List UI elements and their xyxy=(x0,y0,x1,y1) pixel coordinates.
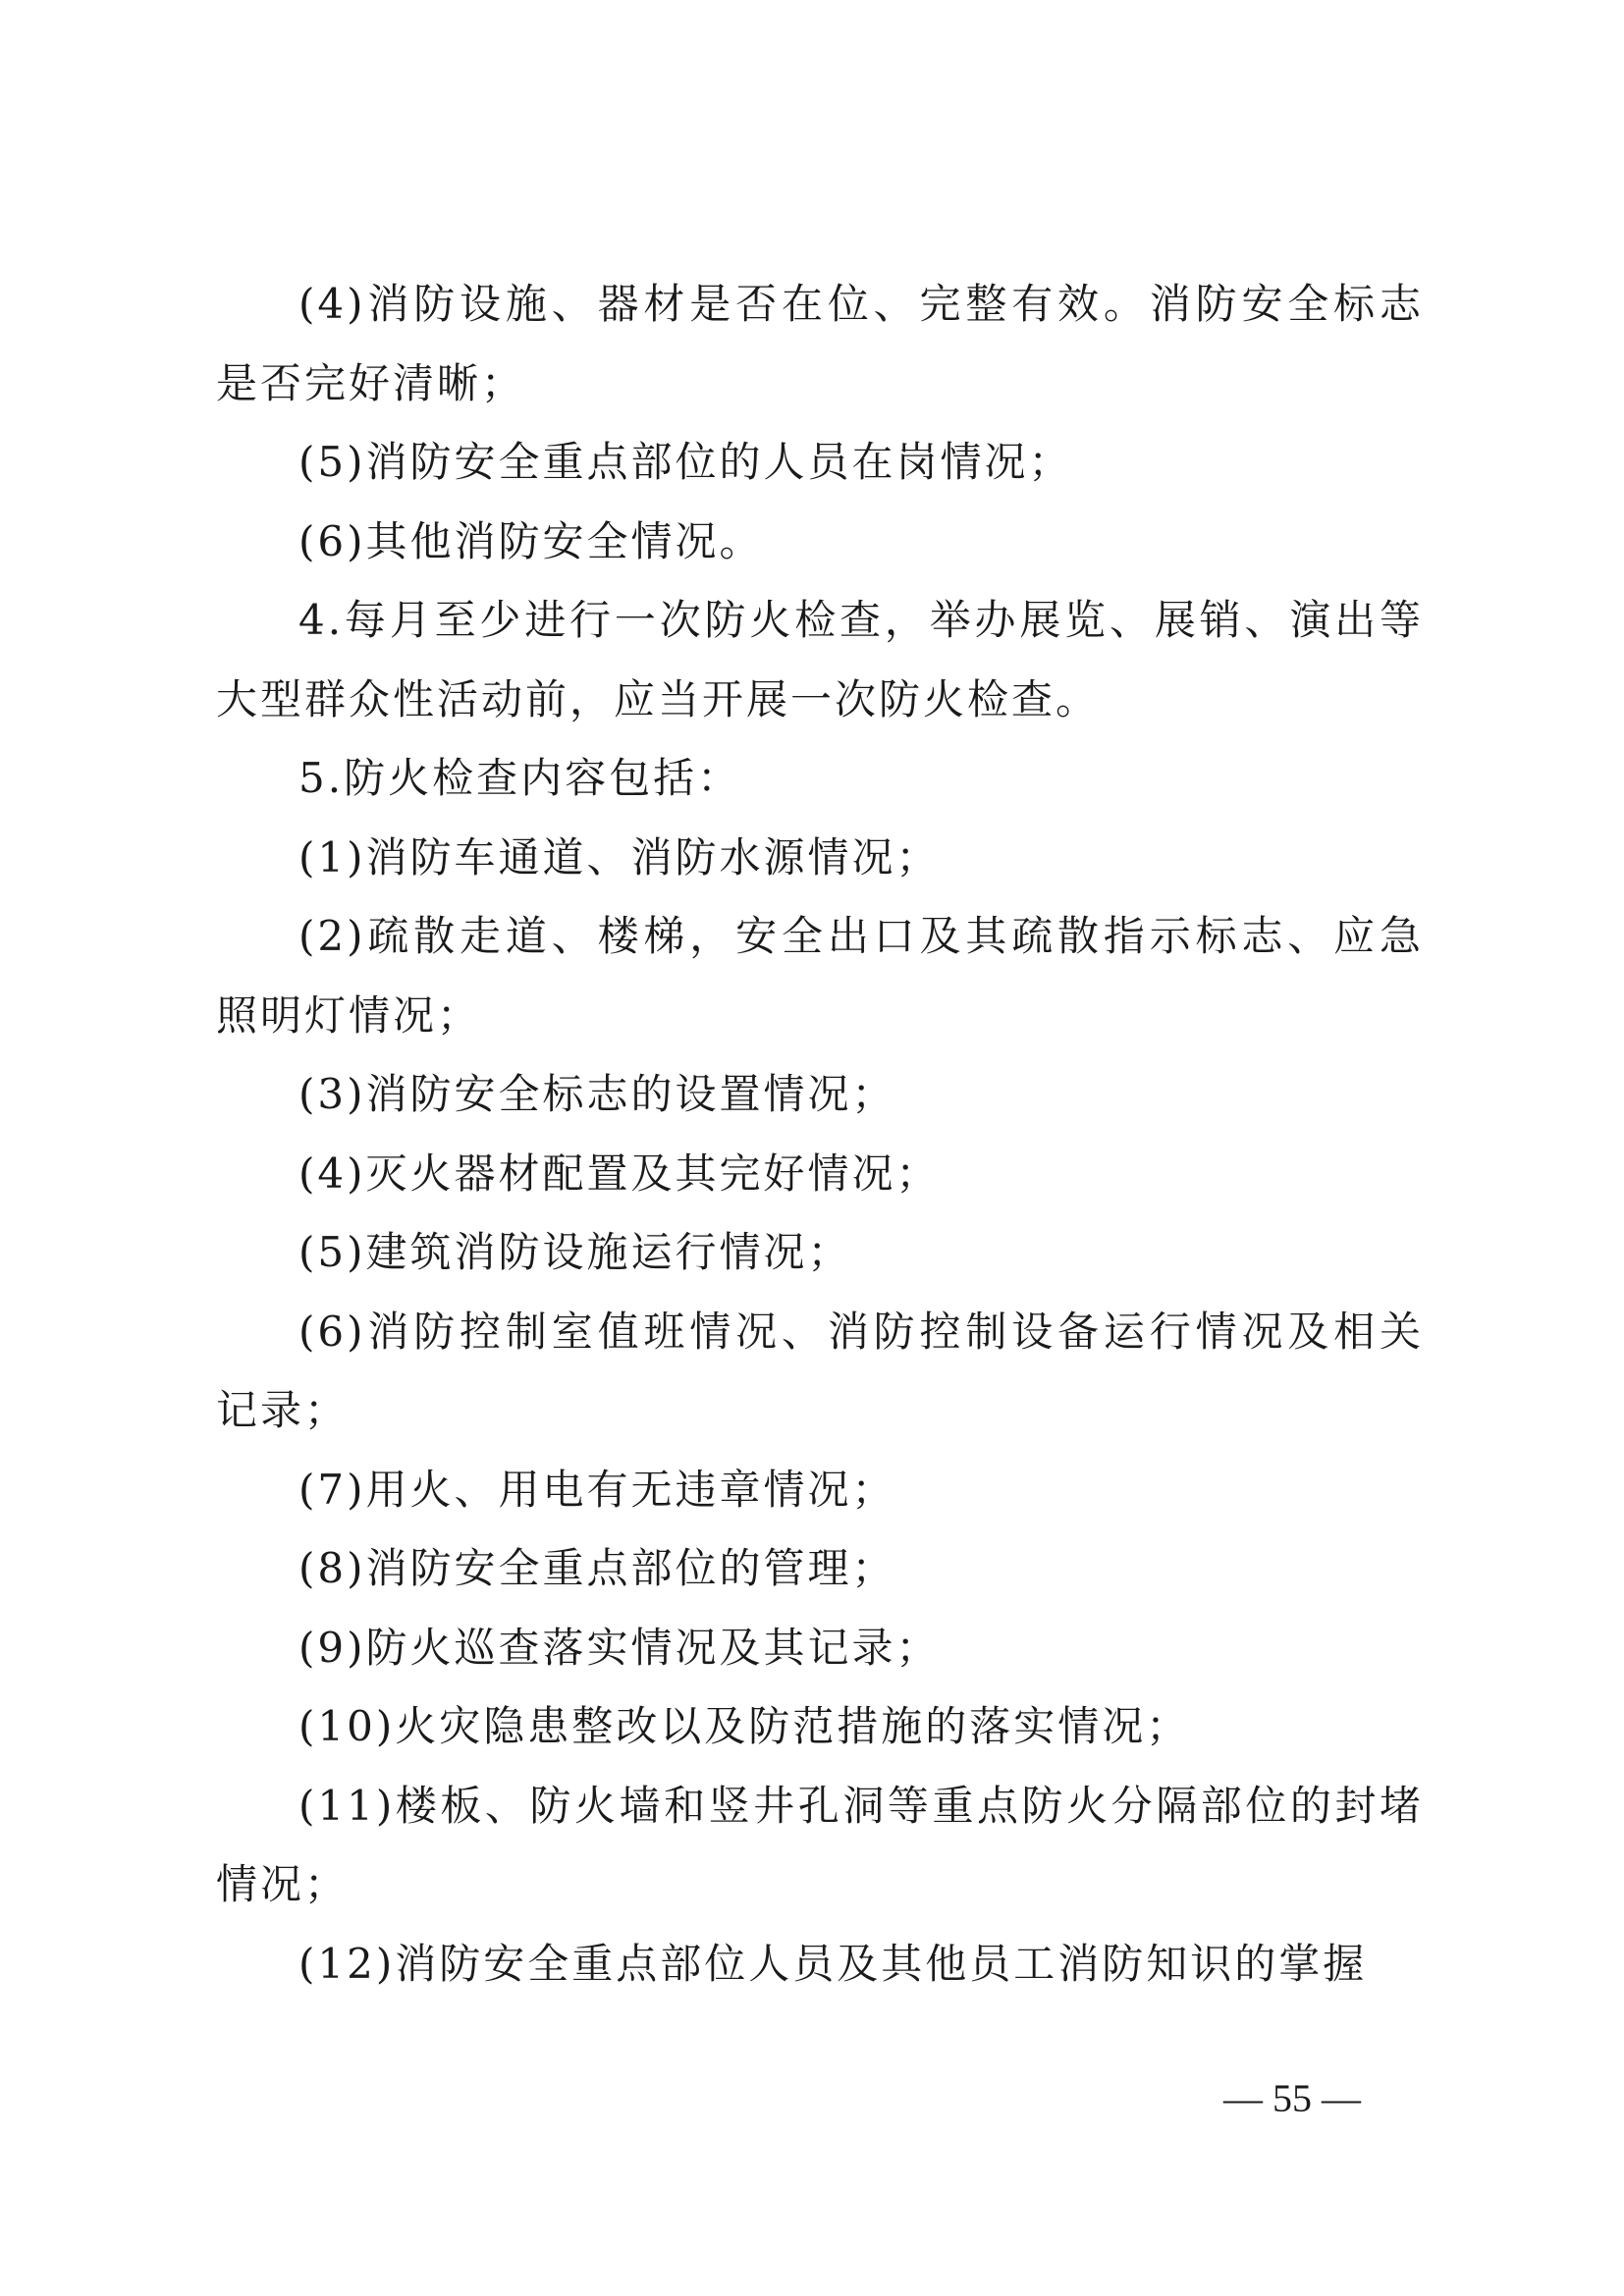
page-number: — 55 — xyxy=(1223,2076,1361,2120)
paragraph-rule-4-monthly-check: 4.每月至少进行一次防火检查，举办展览、展销、演出等大型群众性活动前，应当开展一次防火检查。 xyxy=(216,596,1424,723)
paragraph-check-item-10: (10)火灾隐患整改以及防范措施的落实情况； xyxy=(298,1702,1191,1750)
body-text xyxy=(216,265,1424,2003)
paragraph-check-item-9: (9)防火巡查落实情况及其记录； xyxy=(298,1623,941,1672)
paragraph-check-item-1: (1)消防车通道、消防水源情况； xyxy=(298,832,941,881)
paragraph-check-item-4: (4)灭火器材配置及其完好情况； xyxy=(298,1148,941,1198)
paragraph-check-item-11: (11)楼板、防火墙和竖井孔洞等重点防火分隔部位的封堵情况； xyxy=(216,1781,1424,1908)
paragraph-check-item-6: (6)消防控制室值班情况、消防控制设备运行情况及相关记录； xyxy=(216,1307,1424,1434)
paragraph-check-item-12: (12)消防安全重点部位人员及其他员工消防知识的掌握 xyxy=(298,1939,1368,1988)
paragraph-check-item-3: (3)消防安全标志的设置情况； xyxy=(298,1070,896,1118)
paragraph-check-item-2: (2)疏散走道、楼梯，安全出口及其疏散指示标志、应急照明灯情况； xyxy=(216,912,1424,1040)
paragraph-item-4-facilities: (4)消防设施、器材是否在位、完整有效。消防安全标志是否完好清晰； xyxy=(216,280,1424,407)
paragraph-item-6-other: (6)其他消防安全情况。 xyxy=(298,516,764,565)
paragraph-rule-5-check-contents: 5.防火检查内容包括： xyxy=(298,754,742,802)
paragraph-item-5-personnel: (5)消防安全重点部位的人员在岗情况； xyxy=(298,438,1073,486)
paragraph-check-item-7: (7)用火、用电有无违章情况； xyxy=(298,1465,896,1514)
paragraph-check-item-8: (8)消防安全重点部位的管理； xyxy=(298,1544,896,1592)
paragraph-check-item-5: (5)建筑消防设施运行情况； xyxy=(298,1228,852,1276)
